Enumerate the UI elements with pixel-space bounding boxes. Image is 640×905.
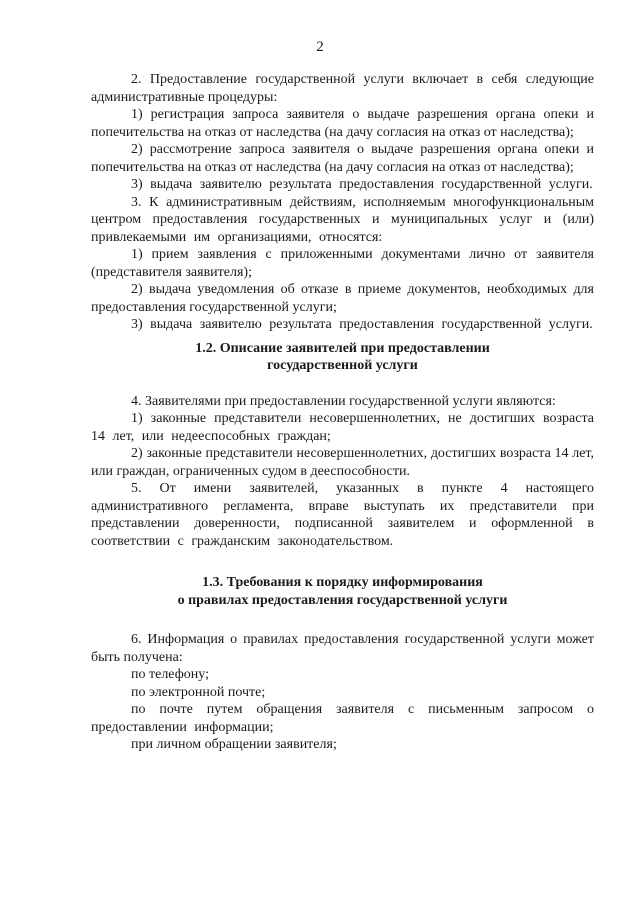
list-item-mfc-result: 3) выдача заявителю результата предоставления государственной услуги. — [131, 317, 593, 332]
list-item-minors-over-14: 2) законные представители несовершеннолетних, достигших возраста 14 лет, или граждан, ограниченных судом в дееспособности. — [91, 446, 594, 479]
section-heading-1-3-line1: 1.3. Требования к порядку информирования — [202, 575, 483, 590]
list-item-registration: 1) регистрация запроса заявителя о выдаче разрешения органа опеки и попечительства на отказ от наследства (на дачу согласия на отказ от наследства); — [91, 107, 594, 140]
section-heading-1-2-line2: государственной услуги — [267, 358, 418, 373]
paragraph-3: 3. К административным действиям, исполняемым многофункциональным центром предоставления государственных и муниципальных услуг и (или) привлекаемыми им организациями, относятся: — [91, 194, 594, 245]
list-item-email: по электронной почте; — [131, 684, 266, 700]
paragraph-5: 5. От имени заявителей, указанных в пункте 4 настоящего административного регламента, вправе выступать их представители при представлении доверенности, подписанной заявителем и оформленной в соответствии с гражданским законодательством. — [91, 481, 594, 549]
list-item-refusal-notice: 2) выдача уведомления об отказе в приеме документов, необходимых для предоставления государственной услуги; — [91, 282, 594, 315]
paragraph-6: 6. Информация о правилах предоставления государственной услуги может быть получена: — [91, 632, 594, 665]
section-heading-1-3-line2: о правилах предоставления государственной услуги — [177, 592, 508, 608]
list-item-post: по почте путем обращения заявителя с письменным запросом о предоставлении информации; — [91, 702, 594, 735]
section-heading-1-3 — [91, 574, 594, 609]
paragraph-4: 4. Заявителями при предоставлении государственной услуги являются: — [131, 393, 556, 409]
section-heading-1-2-line1: 1.2. Описание заявителей при предоставлении — [195, 340, 490, 356]
document-body — [91, 71, 594, 754]
list-item-minors-under-14: 1) законные представители несовершеннолетних, не достигших возраста 14 лет, или недееспособных граждан; — [91, 411, 594, 444]
list-item-personal-visit: при личном обращении заявителя; — [131, 737, 337, 752]
section-heading-1-2 — [91, 340, 594, 375]
list-item-result: 3) выдача заявителю результата предоставления государственной услуги. — [131, 177, 593, 192]
page-number: 2 — [316, 39, 324, 55]
list-item-phone: по телефону; — [131, 667, 209, 682]
list-item-review: 2) рассмотрение запроса заявителя о выдаче разрешения органа опеки и попечительства на отказ от наследства (на дачу согласия на отказ от наследства); — [91, 142, 594, 175]
list-item-reception: 1) прием заявления с приложенными документами лично от заявителя (представителя заявителя); — [91, 247, 594, 280]
paragraph-2: 2. Предоставление государственной услуги включает в себя следующие административные процедуры: — [91, 72, 594, 105]
